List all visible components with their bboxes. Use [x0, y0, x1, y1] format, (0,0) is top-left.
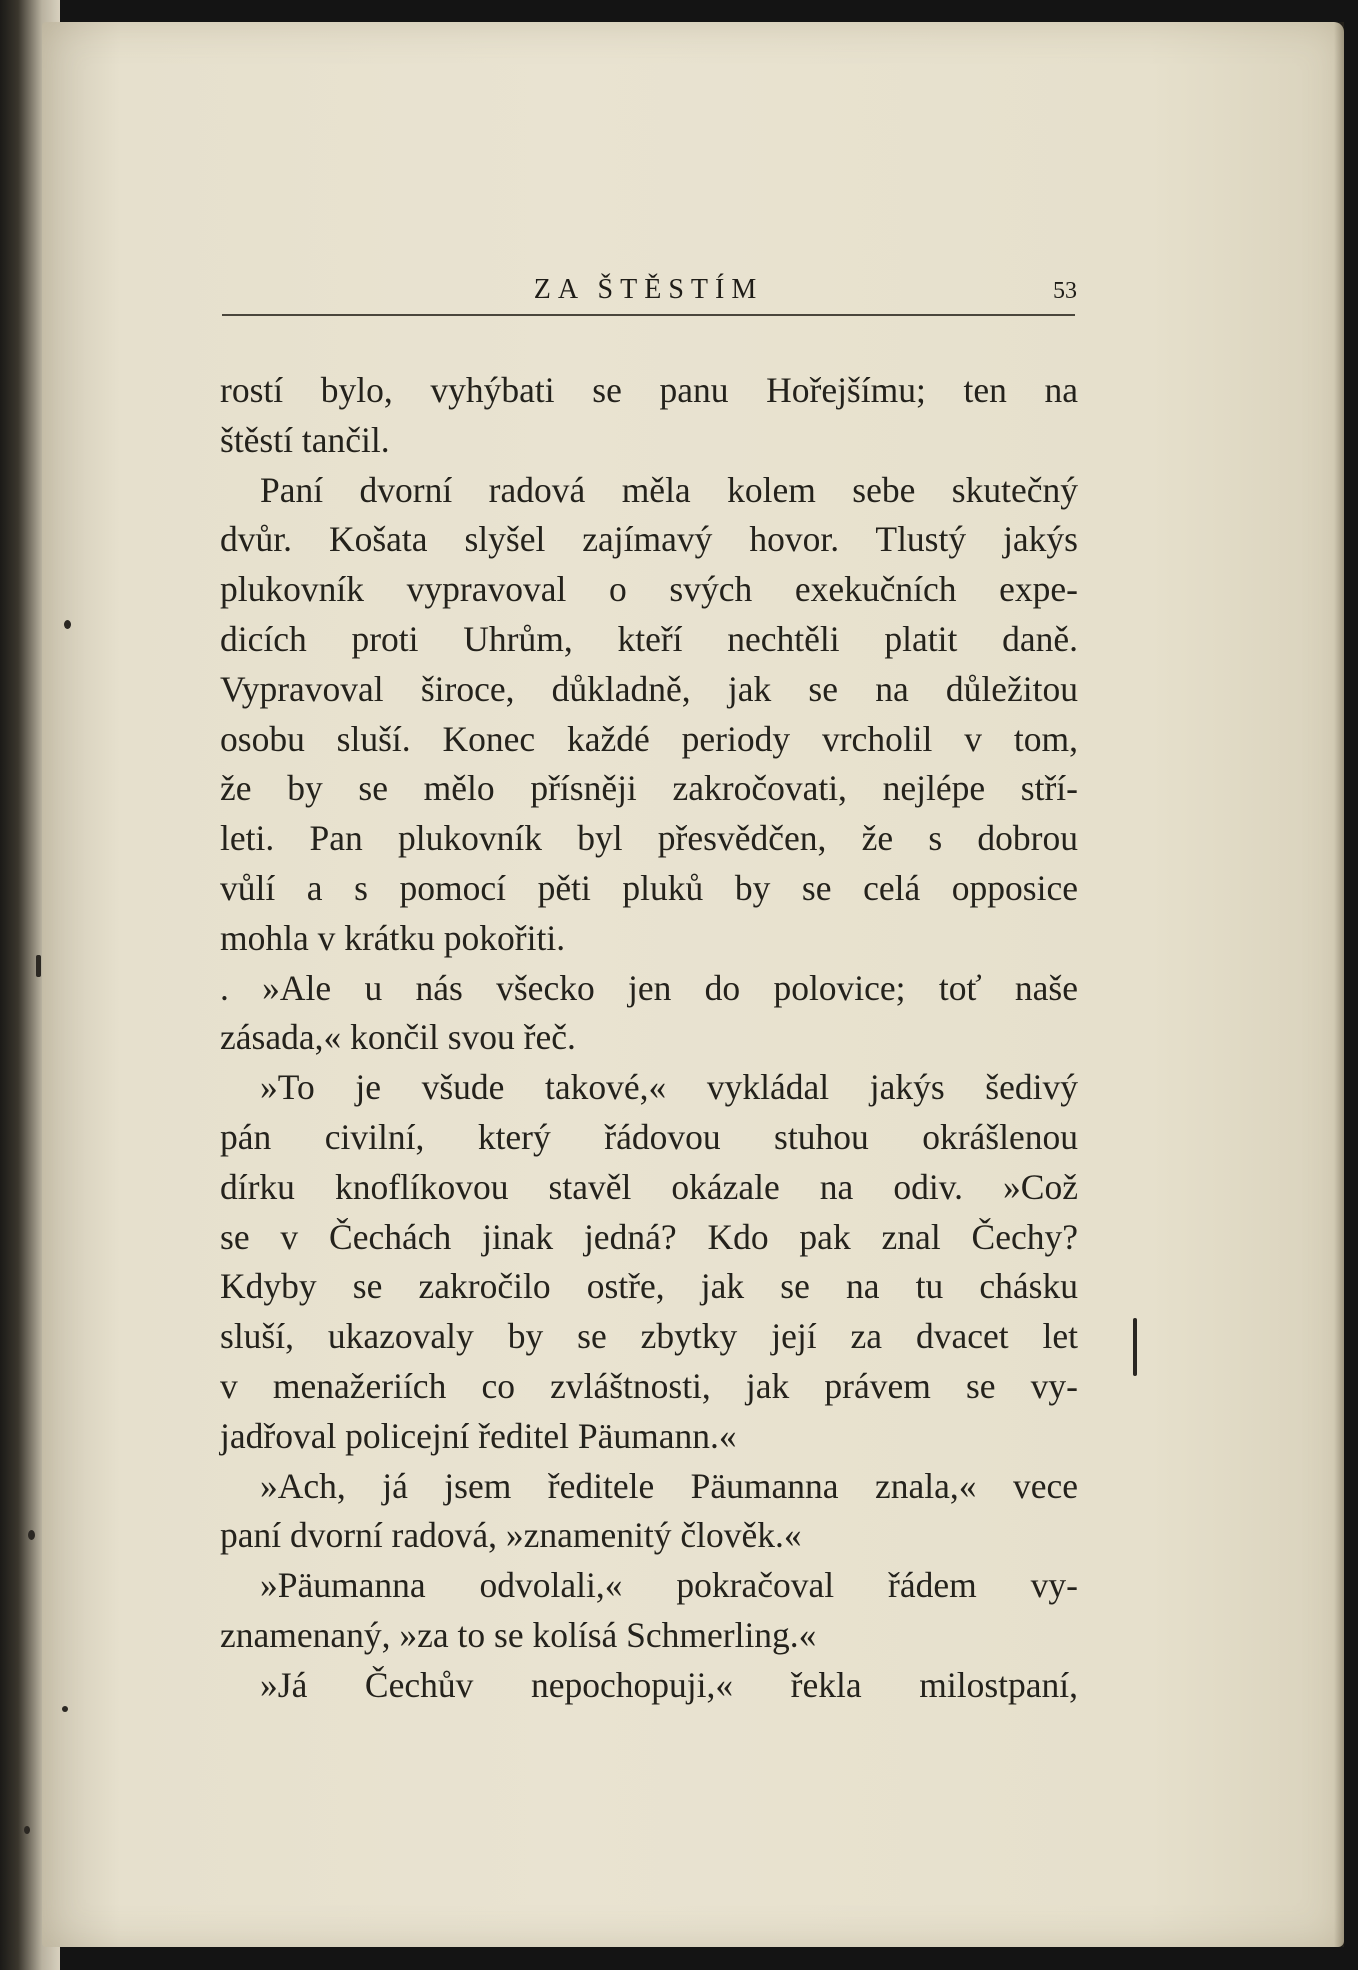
margin-pencil-mark	[1133, 1318, 1137, 1376]
ink-speck	[62, 1706, 68, 1712]
text-line: v menažeriích co zvláštnosti, jak právem se vy-	[220, 1365, 1078, 1406]
text-line: že by se mělo přísněji zakročovati, nejlépe stří-	[220, 768, 1078, 809]
text-line: Kdyby se zakročilo ostře, jak se na tu chásku	[220, 1266, 1078, 1307]
running-header	[220, 270, 1077, 314]
text-line: »Päumanna odvolali,« pokračoval řádem vy-	[260, 1565, 1078, 1606]
ink-speck	[36, 955, 41, 977]
header-rule	[222, 314, 1075, 316]
text-line: se v Čechách jinak jedná? Kdo pak znal Čechy?	[220, 1216, 1078, 1257]
text-line: paní dvorní radová, »znamenitý člověk.«	[220, 1515, 802, 1556]
text-line: osobu sluší. Konec každé periody vrcholil v tom,	[220, 718, 1078, 759]
text-line: leti. Pan plukovník byl přesvědčen, že s dobrou	[220, 818, 1078, 859]
text-line: Paní dvorní radová měla kolem sebe skutečný	[260, 469, 1078, 510]
text-line: zásada,« končil svou řeč.	[220, 1017, 576, 1058]
running-title: ZA ŠTĚSTÍM	[533, 274, 764, 305]
text-line: »To je všude takové,« vykládal jakýs šedivý	[260, 1067, 1078, 1108]
text-line: znamenaný, »za to se kolísá Schmerling.«	[220, 1614, 817, 1655]
text-line: sluší, ukazovaly by se zbytky její za dvacet let	[220, 1316, 1078, 1357]
text-line: jadřoval policejní ředitel Päumann.«	[220, 1415, 737, 1456]
page-edge-shadow	[1334, 22, 1344, 1947]
text-line: rostí bylo, vyhýbati se panu Hořejšímu; ten na	[220, 370, 1078, 410]
text-line: dicích proti Uhrům, kteří nechtěli platit daně.	[220, 618, 1078, 659]
text-line: dvůr. Košata slyšel zajímavý hovor. Tlustý jakýs	[220, 519, 1078, 560]
text-line: . »Ale u nás všecko jen do polovice; toť naše	[220, 967, 1078, 1008]
text-line: »Ach, já jsem ředitele Päumanna znala,« vece	[260, 1465, 1078, 1506]
text-line: vůlí a s pomocí pěti pluků by se celá opposice	[220, 867, 1078, 908]
text-line: štěstí tančil.	[220, 419, 390, 460]
text-line: Vypravoval široce, důkladně, jak se na důležitou	[220, 668, 1078, 709]
ink-speck	[24, 1826, 30, 1834]
text-line: plukovník vypravoval o svých exekučních expe-	[220, 569, 1078, 610]
text-line: dírku knoflíkovou stavěl okázale na odiv. »Což	[220, 1166, 1078, 1207]
text-line: pán civilní, který řádovou stuhou okrášlenou	[220, 1116, 1078, 1157]
text-line: mohla v krátku pokořiti.	[220, 917, 566, 958]
text-line: »Já Čechův nepochopuji,« řekla milostpaní,	[260, 1664, 1078, 1705]
ink-speck	[64, 620, 71, 629]
body-text	[220, 366, 1078, 1711]
page-number: 53	[1053, 278, 1077, 304]
ink-speck	[28, 1530, 35, 1540]
